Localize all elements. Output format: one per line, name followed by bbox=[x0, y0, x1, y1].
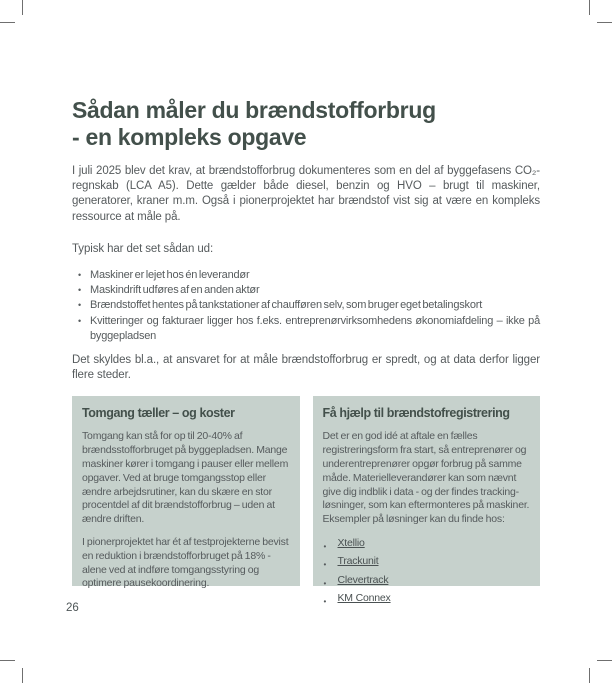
bullet-dot-icon bbox=[323, 536, 338, 554]
crop-mark-icon bbox=[22, 668, 23, 683]
list-item-text: Kvitteringer og fakturaer ligger hos f.eks. entreprenørvirksomhedens økonomiafdeling – ikke på byggepladsen bbox=[90, 314, 540, 342]
typical-bullet-list bbox=[72, 268, 540, 344]
bullet-dot-icon bbox=[72, 268, 90, 283]
list-item-text: Maskindrift udføres af en anden aktør bbox=[90, 284, 260, 297]
crop-mark-icon bbox=[597, 22, 612, 23]
page-title-line1: Sådan måler du brændstofforbrug bbox=[72, 97, 436, 123]
info-box-registrering bbox=[313, 396, 541, 604]
link-clevertrack[interactable]: Clevertrack bbox=[337, 573, 389, 586]
list-item bbox=[323, 536, 531, 554]
list-item bbox=[72, 298, 540, 313]
list-item bbox=[72, 268, 540, 283]
crop-mark-icon bbox=[0, 660, 15, 661]
page-title-line2: - en kompleks opgave bbox=[72, 124, 307, 150]
bullet-dot-icon bbox=[323, 573, 338, 591]
list-item bbox=[323, 573, 531, 591]
list-item-text: Brændstoffet hentes på tankstationer af chaufføren selv, som bruger eget betalingskort bbox=[90, 299, 483, 312]
page-content bbox=[72, 0, 540, 604]
solution-link-list bbox=[323, 536, 531, 609]
crop-mark-icon bbox=[589, 0, 590, 15]
info-box-paragraph: Det er en god idé at aftale en fælles registreringsform fra start, så entreprenører og underentreprenører opgør forbrug på samme måde. Materielleverandører kan som nævnt give dig indblik i data - og der findes tracking-løsninger, som kan eftermonteres på maskiner. Eksempler på løsninger kan du finde hos: bbox=[322, 430, 530, 526]
crop-mark-icon bbox=[597, 660, 612, 661]
bullet-dot-icon bbox=[72, 283, 90, 298]
crop-mark-icon bbox=[0, 22, 15, 23]
info-box-title: Tomgang tæller – og koster bbox=[82, 406, 235, 421]
info-box-paragraph: I pionerprojektet har ét af testprojekterne bevist en reduktion i brændstofforbruget på 18% - alene ved at indføre tomgangsstyring og optimere pausekoordinering. bbox=[82, 536, 289, 590]
conclusion-paragraph: Det skyldes bl.a., at ansvaret for at måle brændstofforbrug er spredt, og at data derfor ligger flere steder. bbox=[72, 354, 540, 382]
bullet-dot-icon bbox=[72, 314, 90, 344]
info-box-row bbox=[72, 396, 540, 604]
info-box-title: Få hjælp til brændstofregistrering bbox=[322, 406, 510, 421]
link-km-connex[interactable]: KM Connex bbox=[337, 591, 391, 604]
list-item bbox=[323, 554, 531, 572]
page-title bbox=[72, 97, 540, 151]
list-item-text: Maskiner er lejet hos én leverandør bbox=[90, 269, 250, 282]
info-box-paragraph: Tomgang kan stå for op til 20-40% af brændsstofforbruget på byggepladsen. Mange maskiner kører i tomgang i pauser eller mellem opgaver. Ved at bruge tomgangsstop eller ændre arbejdsrutiner, kan du skære en stor procentdel af dit brændstofforbrug – uden at ændre driften. bbox=[82, 430, 289, 526]
bullet-dot-icon bbox=[323, 591, 338, 609]
list-item bbox=[72, 283, 540, 298]
info-box-tomgang bbox=[72, 396, 300, 590]
typical-intro-line: Typisk har det set sådan ud: bbox=[72, 242, 214, 255]
intro-paragraph: I juli 2025 blev det krav, at brændstofforbrug dokumenteres som en del af byggefasens CO₂-regnskab (LCA A5). Dette gælder både diesel, benzin og HVO – brugt til maskiner, generatorer, kraner m.m. Også i pionerprojektet har brændstof vist sig at være en kompleks ressource at måle på. bbox=[72, 165, 540, 223]
list-item bbox=[323, 591, 531, 609]
list-item bbox=[72, 314, 540, 344]
bullet-dot-icon bbox=[323, 554, 338, 572]
link-trackunit[interactable]: Trackunit bbox=[337, 555, 379, 568]
crop-mark-icon bbox=[589, 668, 590, 683]
page-number: 26 bbox=[66, 602, 79, 614]
link-xtellio[interactable]: Xtellio bbox=[337, 537, 365, 550]
crop-mark-icon bbox=[22, 0, 23, 15]
bullet-dot-icon bbox=[72, 298, 90, 313]
